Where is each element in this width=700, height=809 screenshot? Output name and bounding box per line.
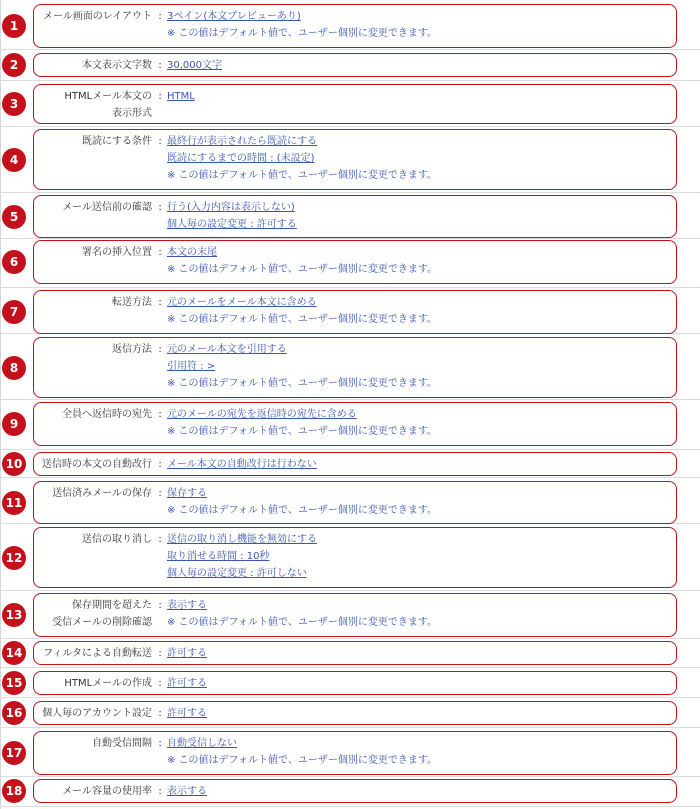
setting-row <box>33 701 677 725</box>
label-colon: : <box>158 409 162 420</box>
step-number-badge: 13 <box>2 603 26 627</box>
label-colon: : <box>158 678 162 689</box>
row-divider <box>0 806 700 807</box>
setting-row <box>33 195 677 238</box>
setting-label <box>34 134 152 149</box>
step-number-badge: 18 <box>2 779 26 803</box>
setting-value-link[interactable]: 3ペイン(本文プレビューあり) <box>167 11 301 22</box>
setting-row <box>33 527 677 588</box>
step-number-badge: 14 <box>2 641 26 665</box>
setting-value-link[interactable]: 最終行が表示されたら既読にする <box>167 136 317 147</box>
setting-label <box>34 646 152 661</box>
row-divider <box>0 697 700 698</box>
setting-value-link[interactable]: 引用符 : > <box>167 361 216 372</box>
row-divider <box>0 80 700 81</box>
step-number-badge: 17 <box>2 741 26 765</box>
setting-label <box>34 200 152 215</box>
setting-value-link[interactable]: 30,000文字 <box>167 60 222 71</box>
setting-label-line: メール画面のレイアウト <box>43 11 152 22</box>
setting-value-link[interactable]: 取り消せる時間 : 10秒 <box>167 551 270 562</box>
setting-value-link[interactable]: 元のメール本文を引用する <box>167 344 287 355</box>
setting-row <box>33 337 677 398</box>
setting-label <box>34 736 152 751</box>
default-value-note: ※ この値はデフォルト値で、ユーザー個別に変更できます。 <box>167 755 438 766</box>
setting-label <box>34 9 152 24</box>
setting-label <box>34 486 152 501</box>
setting-row <box>33 481 677 524</box>
setting-label <box>34 342 152 357</box>
setting-label-line: メール容量の使用率 <box>62 786 152 797</box>
default-value-note: ※ この値はデフォルト値で、ユーザー個別に変更できます。 <box>167 505 438 516</box>
label-colon: : <box>158 488 162 499</box>
setting-value-link[interactable]: 個人毎の設定変更 : 許可しない <box>167 568 307 579</box>
label-colon: : <box>158 136 162 147</box>
setting-label <box>34 457 152 472</box>
setting-value <box>167 342 670 393</box>
default-value-note: ※ この値はデフォルト値で、ユーザー個別に変更できます。 <box>167 426 438 437</box>
label-colon: : <box>158 786 162 797</box>
row-divider <box>0 126 700 127</box>
label-colon: : <box>158 344 162 355</box>
setting-value-link[interactable]: 自動受信しない <box>167 738 237 749</box>
setting-label-line: 自動受信間隔 <box>92 738 152 749</box>
setting-label-line: 全員へ返信時の宛先 <box>62 409 152 420</box>
step-number-badge: 5 <box>2 205 26 229</box>
step-number-badge: 7 <box>2 300 26 324</box>
setting-value-link[interactable]: 元のメールの宛先を返信時の宛先に含める <box>167 409 357 420</box>
setting-value-link[interactable]: 本文の末尾 <box>167 247 217 258</box>
setting-row <box>33 129 677 190</box>
label-colon: : <box>158 600 162 611</box>
setting-value-link[interactable]: 許可する <box>167 648 207 659</box>
label-colon: : <box>158 91 162 102</box>
setting-label-line: 署名の挿入位置 <box>82 247 152 258</box>
setting-value <box>167 457 670 474</box>
setting-label-line: HTMLメールの作成 <box>64 678 152 689</box>
label-colon: : <box>158 459 162 470</box>
row-divider <box>0 667 700 668</box>
row-divider <box>0 449 700 450</box>
default-value-note: ※ この値はデフォルト値で、ユーザー個別に変更できます。 <box>167 378 438 389</box>
setting-value <box>167 646 670 663</box>
setting-label <box>34 89 152 121</box>
setting-row <box>33 452 677 476</box>
row-divider <box>0 238 700 239</box>
setting-value-link[interactable]: メール本文の自動改行は行わない <box>167 459 317 470</box>
setting-value-link[interactable]: 送信の取り消し機能を無効にする <box>167 534 317 545</box>
setting-value-link[interactable]: 行う(入力内容は表示しない) <box>167 202 295 213</box>
setting-value-link[interactable]: 許可する <box>167 678 207 689</box>
setting-label-line: フィルタによる自動転送 <box>43 648 152 659</box>
step-number-badge: 10 <box>2 452 26 476</box>
setting-value <box>167 532 670 583</box>
default-value-note: ※ この値はデフォルト値で、ユーザー個別に変更できます。 <box>167 617 438 628</box>
setting-label <box>34 245 152 260</box>
row-divider <box>0 192 700 193</box>
label-colon: : <box>158 738 162 749</box>
default-value-note: ※ この値はデフォルト値で、ユーザー個別に変更できます。 <box>167 170 438 181</box>
setting-value <box>167 598 670 632</box>
setting-value <box>167 676 670 693</box>
step-number-badge: 4 <box>2 148 26 172</box>
row-divider <box>0 590 700 591</box>
setting-label <box>34 676 152 691</box>
setting-label-line: 受信メールの削除確認 <box>52 617 152 628</box>
setting-label-line: 送信の取り消し <box>82 534 152 545</box>
setting-value-link[interactable]: 表示する <box>167 600 207 611</box>
setting-value <box>167 295 670 329</box>
setting-row <box>33 641 677 665</box>
default-value-note: ※ この値はデフォルト値で、ユーザー個別に変更できます。 <box>167 28 438 39</box>
step-number-badge: 6 <box>2 250 26 274</box>
setting-value <box>167 407 670 441</box>
setting-value <box>167 9 670 43</box>
step-number-badge: 1 <box>2 14 26 38</box>
setting-label-line: 本文表示文字数 <box>82 60 152 71</box>
setting-value-link[interactable]: 元のメールをメール本文に含める <box>167 297 317 308</box>
setting-row <box>33 53 677 77</box>
setting-value <box>167 89 670 106</box>
setting-value-link[interactable]: 既読にするまでの時間 : (未設定) <box>167 153 315 164</box>
setting-label <box>34 407 152 422</box>
step-number-badge: 16 <box>2 701 26 725</box>
setting-label <box>34 706 152 721</box>
setting-value <box>167 706 670 723</box>
setting-value-link[interactable]: 許可する <box>167 708 207 719</box>
label-colon: : <box>158 708 162 719</box>
row-divider <box>0 638 700 639</box>
setting-row <box>33 402 677 446</box>
step-number-badge: 9 <box>2 412 26 436</box>
setting-value <box>167 134 670 185</box>
row-divider <box>0 477 700 478</box>
step-number-badge: 12 <box>2 546 26 570</box>
setting-label-line: HTMLメール本文の <box>64 91 152 102</box>
setting-label-line: 既読にする条件 <box>82 136 152 147</box>
setting-value <box>167 736 670 770</box>
setting-value <box>167 245 670 279</box>
setting-label-line: 個人毎のアカウント設定 <box>42 708 152 719</box>
setting-label <box>34 532 152 547</box>
setting-label <box>34 784 152 799</box>
label-colon: : <box>158 11 162 22</box>
setting-row <box>33 4 677 48</box>
row-divider <box>0 399 700 400</box>
setting-label <box>34 58 152 73</box>
step-number-badge: 15 <box>2 671 26 695</box>
setting-value <box>167 200 670 234</box>
row-divider <box>0 776 700 777</box>
left-border-line <box>0 0 1 809</box>
step-number-badge: 11 <box>2 491 26 515</box>
setting-row <box>33 779 677 803</box>
setting-label <box>34 295 152 310</box>
setting-row <box>33 290 677 334</box>
setting-label-line: 表示形式 <box>112 108 152 119</box>
setting-label <box>34 598 152 630</box>
setting-label-line: メール送信前の確認 <box>62 202 152 213</box>
setting-label-line: 転送方法 <box>112 297 152 308</box>
setting-label-line: 保存期間を超えた <box>72 600 152 611</box>
setting-label-line: 返信方法 <box>112 344 152 355</box>
row-divider <box>0 287 700 288</box>
row-divider <box>0 49 700 50</box>
step-number-badge: 8 <box>2 356 26 380</box>
setting-value <box>167 486 670 520</box>
step-number-badge: 2 <box>2 53 26 77</box>
label-colon: : <box>158 297 162 308</box>
label-colon: : <box>158 60 162 71</box>
setting-row <box>33 593 677 637</box>
setting-value <box>167 784 670 801</box>
default-value-note: ※ この値はデフォルト値で、ユーザー個別に変更できます。 <box>167 314 438 325</box>
setting-value-link[interactable]: HTML <box>167 91 195 102</box>
setting-row <box>33 84 677 124</box>
label-colon: : <box>158 247 162 258</box>
row-divider <box>0 727 700 728</box>
setting-value-link[interactable]: 表示する <box>167 786 207 797</box>
setting-row <box>33 240 677 284</box>
setting-row <box>33 671 677 695</box>
setting-value <box>167 58 670 75</box>
label-colon: : <box>158 534 162 545</box>
setting-value-link[interactable]: 個人毎の設定変更 : 許可する <box>167 219 297 230</box>
default-value-note: ※ この値はデフォルト値で、ユーザー個別に変更できます。 <box>167 264 438 275</box>
label-colon: : <box>158 202 162 213</box>
setting-row <box>33 731 677 775</box>
label-colon: : <box>158 648 162 659</box>
setting-value-link[interactable]: 保存する <box>167 488 207 499</box>
setting-label-line: 送信時の本文の自動改行 <box>42 459 152 470</box>
step-number-badge: 3 <box>2 92 26 116</box>
setting-label-line: 送信済みメールの保存 <box>52 488 152 499</box>
